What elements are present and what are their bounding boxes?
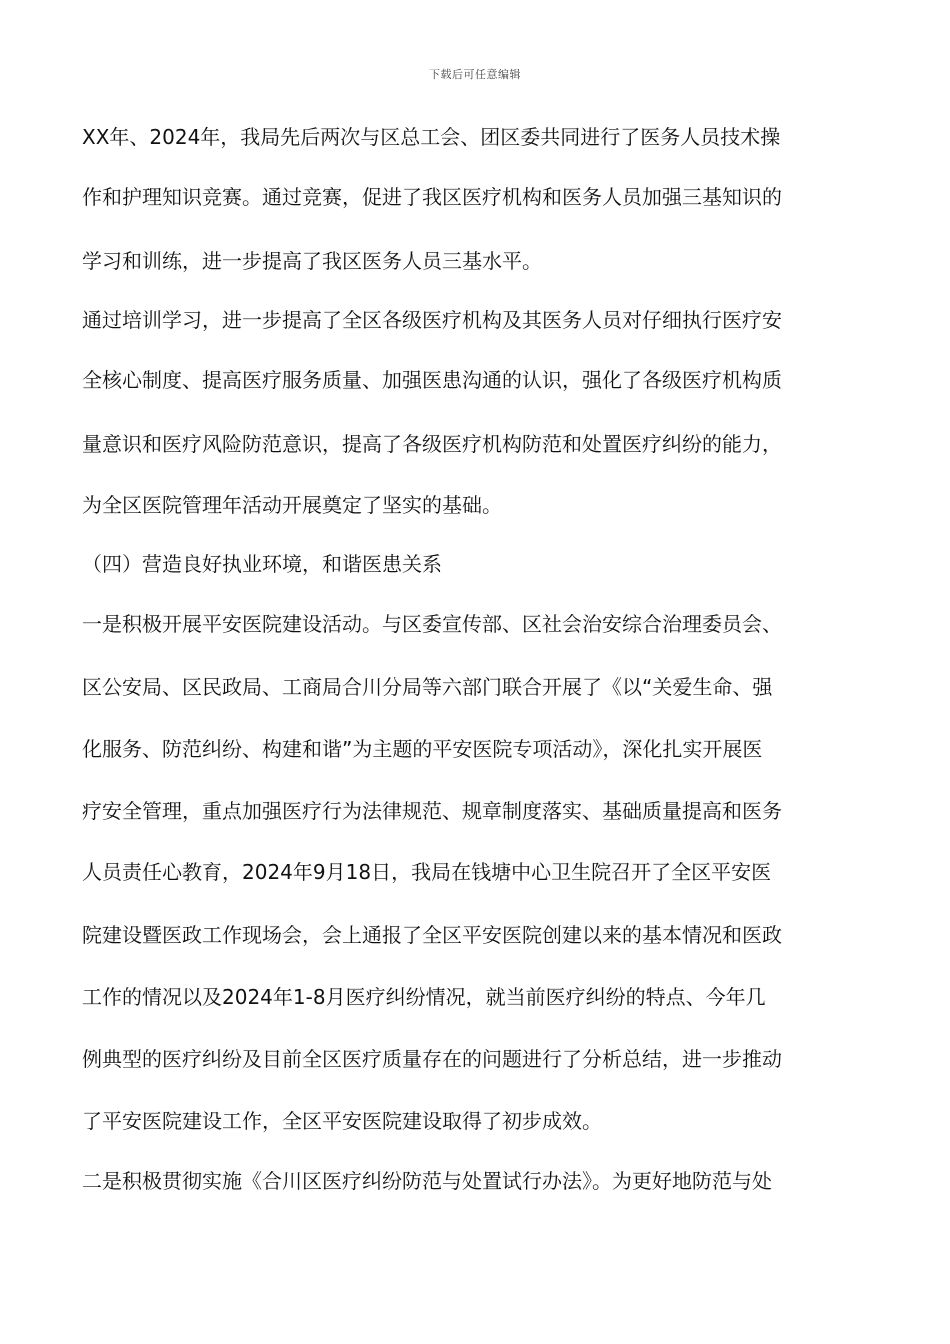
text-line-2: 作和护理知识竞赛。通过竞赛，促进了我区医疗机构和医务人员加强三基知识的	[82, 185, 782, 209]
text-line-7: 为全区医院管理年活动开展奠定了坚实的基础。	[82, 493, 502, 517]
text-line-18: 二是积极贯彻实施《合川区医疗纠纷防范与处置试行办法》。为更好地防范与处	[82, 1169, 772, 1193]
text-line-9: 一是积极开展平安医院建设活动。与区委宣传部、区社会治安综合治理委员会、	[82, 612, 782, 636]
text-line-15: 工作的情况以及2024年1-8月医疗纠纷情况，就当前医疗纠纷的特点、今年几	[82, 985, 766, 1009]
text-line-6: 量意识和医疗风险防范意识，提高了各级医疗机构防范和处置医疗纠纷的能力，	[82, 432, 782, 456]
section-heading: （四）营造良好执业环境，和谐医患关系	[82, 552, 442, 576]
text-line-11: 化服务、防范纠纷、构建和谐”为主题的平安医院专项活动》，深化扎实开展医	[82, 737, 763, 761]
text-line-16: 例典型的医疗纠纷及目前全区医疗质量存在的问题进行了分析总结，进一步推动	[82, 1047, 782, 1071]
text-line-12: 疗安全管理，重点加强医疗行为法律规范、规章制度落实、基础质量提高和医务	[82, 799, 782, 823]
text-line-3: 学习和训练，进一步提高了我区医务人员三基水平。	[82, 249, 542, 273]
text-line-14: 院建设暨医政工作现场会，会上通报了全区平安医院创建以来的基本情况和医政	[82, 923, 782, 947]
header-note: 下载后可任意编辑	[429, 68, 521, 81]
text-line-5: 全核心制度、提高医疗服务质量、加强医患沟通的认识，强化了各级医疗机构质	[82, 368, 782, 392]
text-line-10: 区公安局、区民政局、工商局合川分局等六部门联合开展了《以“关爱生命、强	[82, 675, 773, 699]
text-line-4: 通过培训学习，进一步提高了全区各级医疗机构及其医务人员对仔细执行医疗安	[82, 308, 782, 332]
text-line-1: XX年、2024年，我局先后两次与区总工会、团区委共同进行了医务人员技术操	[82, 125, 781, 149]
text-line-17: 了平安医院建设工作，全区平安医院建设取得了初步成效。	[82, 1109, 602, 1133]
text-line-13: 人员责任心教育，2024年9月18日，我局在钱塘中心卫生院召开了全区平安医	[82, 860, 772, 884]
